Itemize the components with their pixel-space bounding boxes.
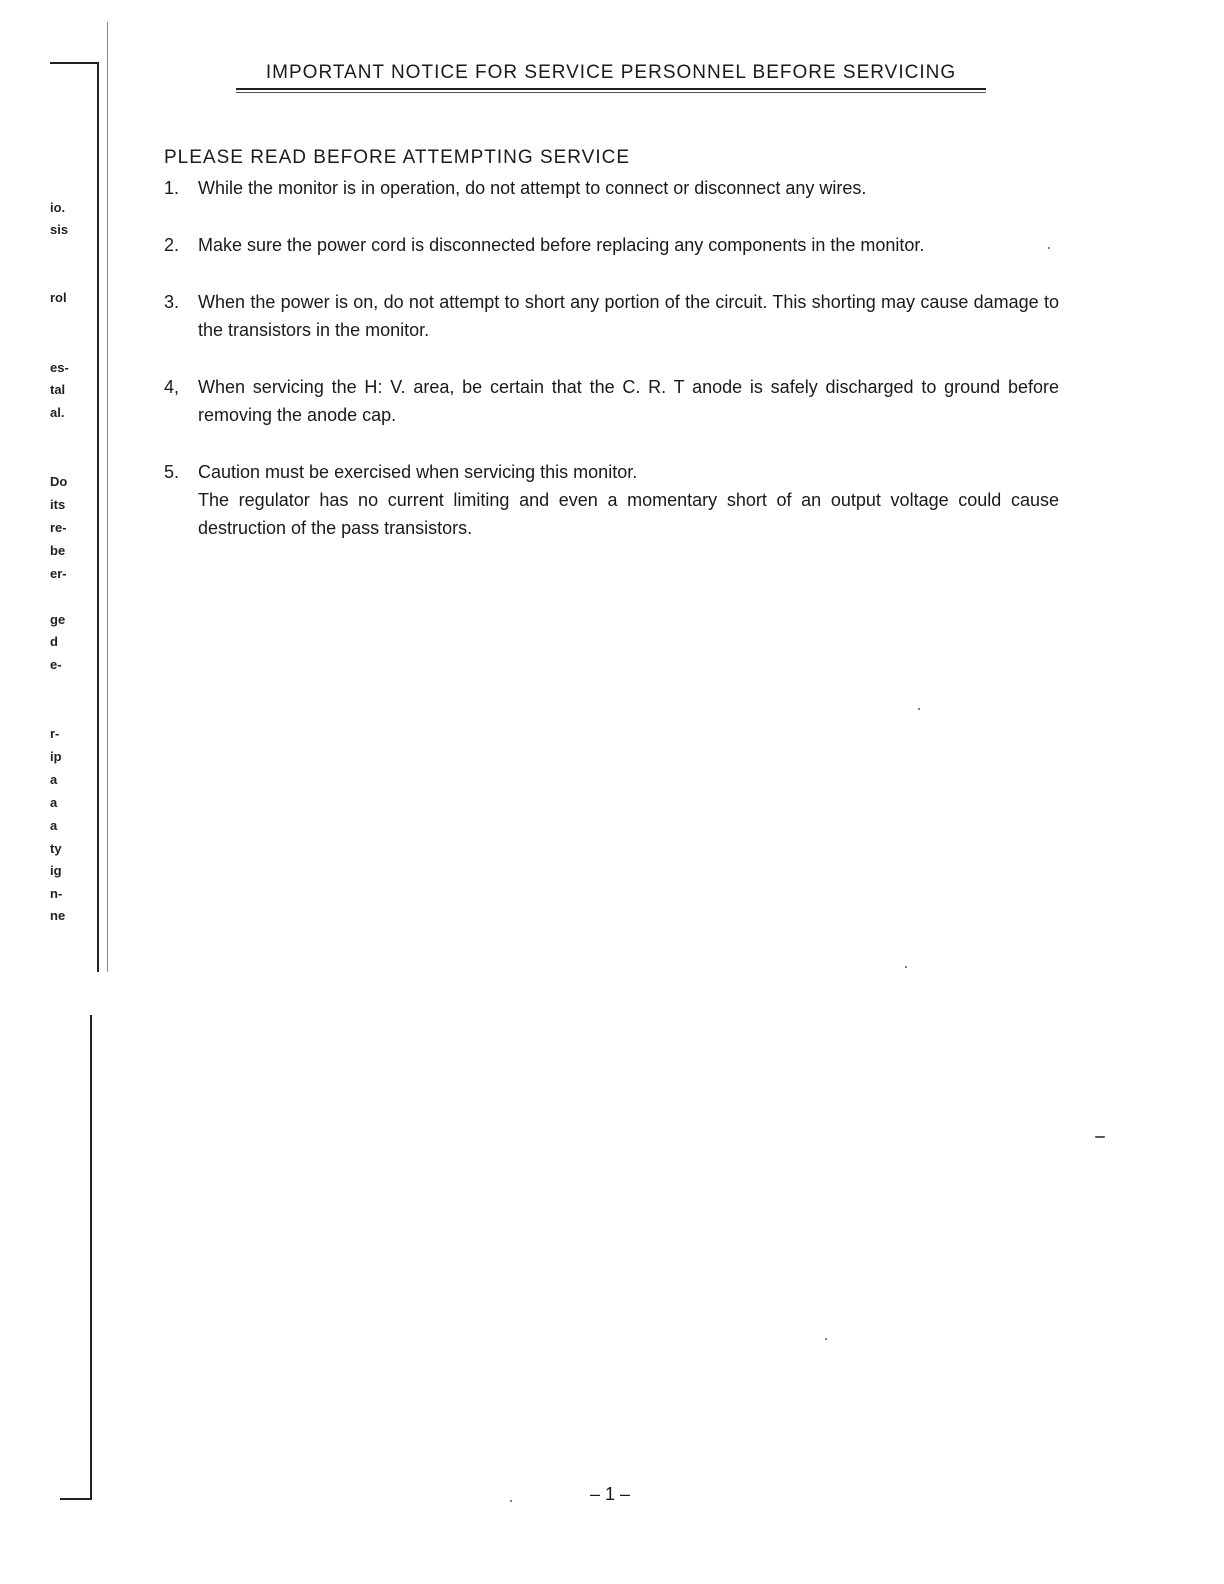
page-number: – 1 – [589,1484,631,1504]
notice-list [164,174,1059,571]
item-paragraph: Make sure the power cord is disconnected before replacing any components in the monitor. [198,235,925,255]
section-heading: PLEASE READ BEFORE ATTEMPTING SERVICE [164,147,631,168]
item-text [198,231,1059,259]
list-item [164,174,1059,202]
item-number: 5. [164,462,180,482]
item-text [198,174,1059,202]
item-paragraph: Caution must be exercised when servicing this monitor. [198,462,638,482]
item-number: 3. [164,292,180,312]
scan-speck [918,708,920,710]
binding-vertical-line-lower [90,1015,92,1500]
margin-fragment: ig [50,863,62,878]
margin-fragment: ty [50,841,62,856]
page-title: IMPORTANT NOTICE FOR SERVICE PERSONNEL BEFORE SERVICING [236,62,986,90]
margin-fragment: sis [50,222,69,237]
margin-fragment: es- [50,360,69,375]
item-text [198,458,1059,542]
item-paragraph: When the power is on, do not attempt to short any portion of the circuit. This shorting may cause damage to the transistors in the monitor. [198,292,1059,340]
item-paragraph: The regulator has no current limiting and even a momentary short of an output voltage could cause destruction of the pass transistors. [198,490,1059,538]
margin-fragment: its [50,497,66,512]
item-number: 2. [164,235,180,255]
list-item [164,373,1059,429]
margin-fragment: ne [50,908,66,923]
binding-thin-line [107,22,108,972]
item-number: 1. [164,178,180,198]
margin-fragment: e- [50,657,62,672]
list-item [164,231,1059,259]
scan-speck [825,1338,827,1340]
margin-fragment: be [50,543,66,558]
scan-speck [1095,1136,1105,1138]
margin-fragment: ip [50,749,62,764]
scan-speck [510,1500,512,1502]
margin-fragment: ge [50,612,66,627]
binding-vertical-line [97,62,99,972]
item-text [198,288,1059,344]
item-paragraph: When servicing the H: V. area, be certain that the C. R. T anode is safely discharged to ground before removing the anode cap. [198,377,1059,425]
item-text [198,373,1059,429]
item-number: 4, [164,377,180,397]
list-item [164,458,1059,542]
scan-speck [905,966,907,968]
margin-fragment: tal [50,382,66,397]
margin-fragment: a [50,818,58,833]
margin-fragment: er- [50,566,67,581]
margin-fragment: d [50,634,58,649]
margin-fragment: al. [50,405,65,420]
list-item [164,288,1059,344]
margin-fragment: io. [50,200,66,215]
binding-top-rule [50,62,98,64]
margin-fragment: Do [50,474,68,489]
margin-fragment: re- [50,520,67,535]
margin-fragment: r- [50,726,60,741]
margin-fragment: a [50,795,58,810]
item-paragraph: While the monitor is in operation, do not attempt to connect or disconnect any wires. [198,178,867,198]
margin-fragment: rol [50,290,67,305]
scan-speck [1048,247,1050,249]
margin-fragment: n- [50,886,63,901]
margin-fragment: a [50,772,58,787]
binding-bottom-rule [60,1498,92,1500]
